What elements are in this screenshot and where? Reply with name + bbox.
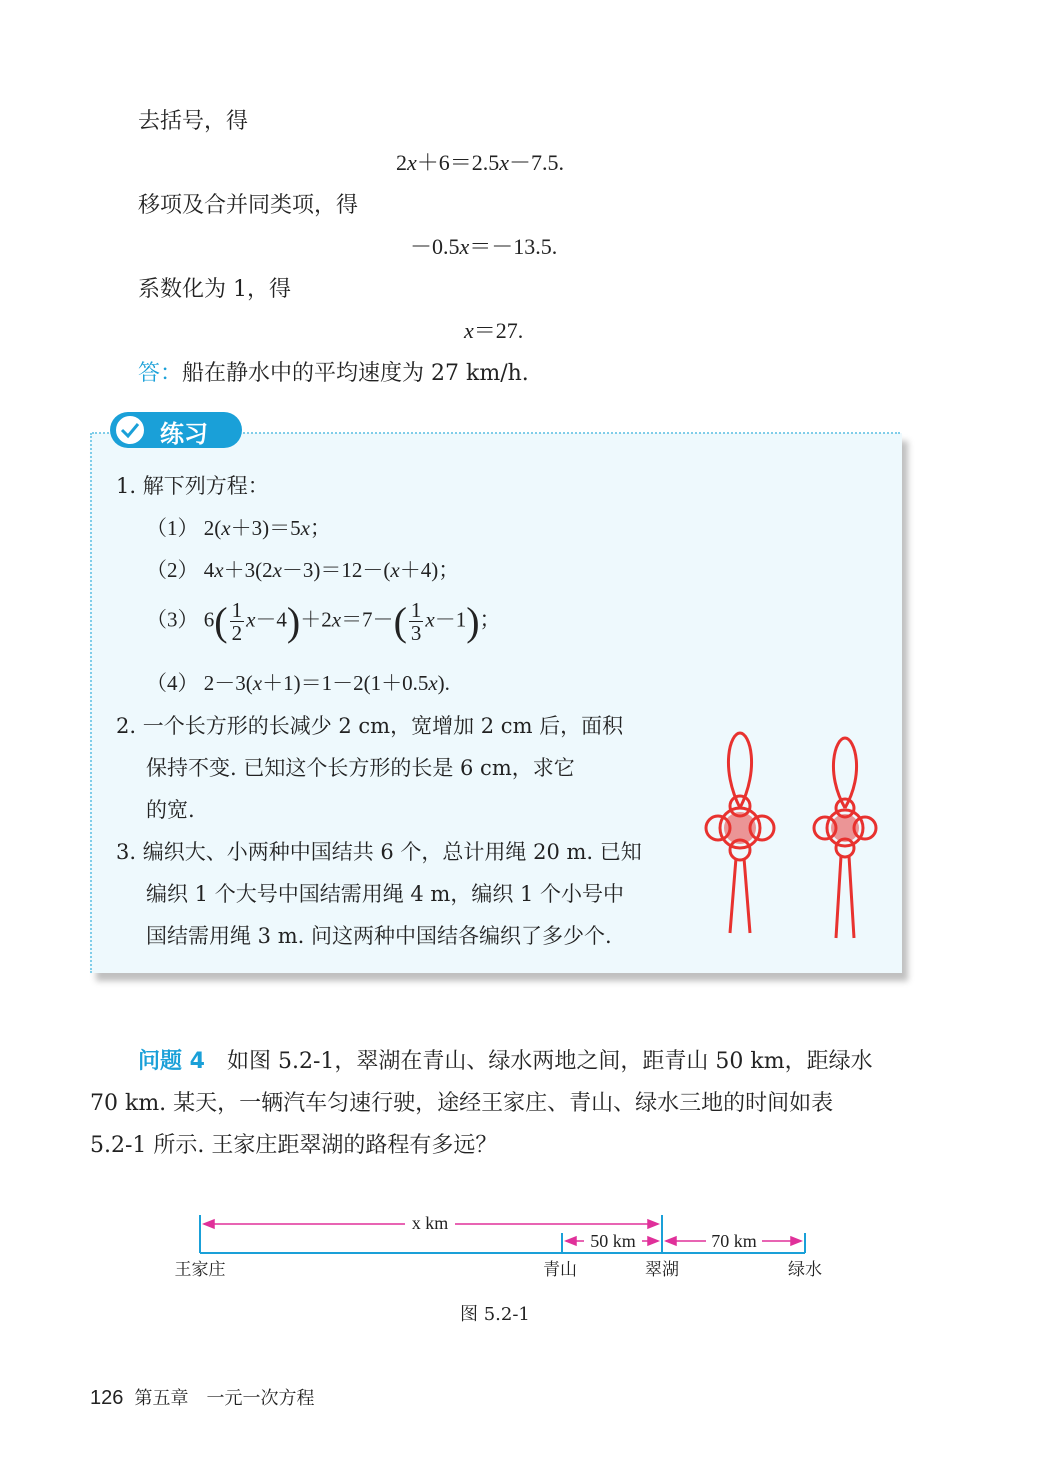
question-1-title: 1. 解下列方程： [116, 474, 269, 498]
problem-4-line-2: 70 km. 某天，一辆汽车匀速行驶，途经王家庄、青山、绿水三地的时间如表 [90, 1091, 834, 1116]
step-remove-parentheses: 去括号，得 [138, 109, 249, 134]
footer [90, 1384, 314, 1410]
label-50-km: 50 km [590, 1231, 636, 1251]
answer-line [138, 356, 529, 387]
step-combine-terms: 移项及合并同类项，得 [138, 193, 359, 218]
label-70-km: 70 km [711, 1231, 757, 1251]
equation-1: 2x＋6＝2.5x－7.5. [396, 150, 565, 175]
equation-2: －0.5x＝－13.5. [410, 234, 558, 259]
problem-4-text-1: 如图 5.2-1，翠湖在青山、绿水两地之间，距青山 50 km，距绿水 [226, 1049, 873, 1074]
problem-4-label: 问题 4 [138, 1049, 205, 1074]
answer-text: 船在静水中的平均速度为 27 km/h. [182, 361, 529, 386]
figure-caption: 图 5.2-1 [460, 1304, 530, 1325]
figure-5-2-1 [160, 1205, 860, 1289]
question-1-item-3: （3） 6( $\frac{1}{2}$ x－4)＋2x＝7－( $\frac{1}{3}$ x－1)； [146, 598, 501, 645]
place-cuihu: 翠湖 [645, 1260, 679, 1279]
question-1-item-4: （4） 2－3(x＋1)＝1－2(1＋0.5x). [146, 671, 450, 695]
question-1-item-2: （2） 4x＋3(2x－3)＝12－(x＋4)； [146, 558, 460, 582]
equation-3: x＝27. [464, 318, 524, 343]
chinese-knot-image [700, 728, 900, 952]
practice-icon [114, 414, 146, 446]
chapter-title: 第五章 一元一次方程 [134, 1388, 315, 1409]
question-2-line-1: 2. 一个长方形的长减少 2 cm，宽增加 2 cm 后，面积 [116, 714, 624, 738]
question-3-line-1: 3. 编织大、小两种中国结共 6 个，总计用绳 20 m. 已知 [116, 840, 642, 864]
question-3-line-2: 编织 1 个大号中国结需用绳 4 m，编织 1 个小号中 [146, 882, 625, 906]
page-number: 126 [90, 1387, 124, 1409]
question-3-line-3: 国结需用绳 3 m. 问这两种中国结各编织了多少个. [146, 924, 612, 948]
practice-title: 练习 [160, 420, 208, 448]
label-x-km: x km [411, 1213, 449, 1233]
answer-label: 答： [138, 361, 183, 386]
place-qingshan: 青山 [543, 1260, 577, 1279]
place-wangjiazhuang: 王家庄 [174, 1260, 226, 1279]
question-2-line-3: 的宽. [146, 798, 195, 822]
question-2-line-2: 保持不变. 已知这个长方形的长是 6 cm，求它 [146, 756, 575, 780]
step-coefficient: 系数化为 1，得 [138, 277, 291, 302]
question-1-item-1: （1） 2(x＋3)＝5x； [146, 516, 331, 540]
place-lvshui: 绿水 [788, 1260, 822, 1279]
problem-4-line-3: 5.2-1 所示. 王家庄距翠湖的路程有多远？ [90, 1133, 498, 1158]
problem-4-line-1 [138, 1044, 873, 1075]
